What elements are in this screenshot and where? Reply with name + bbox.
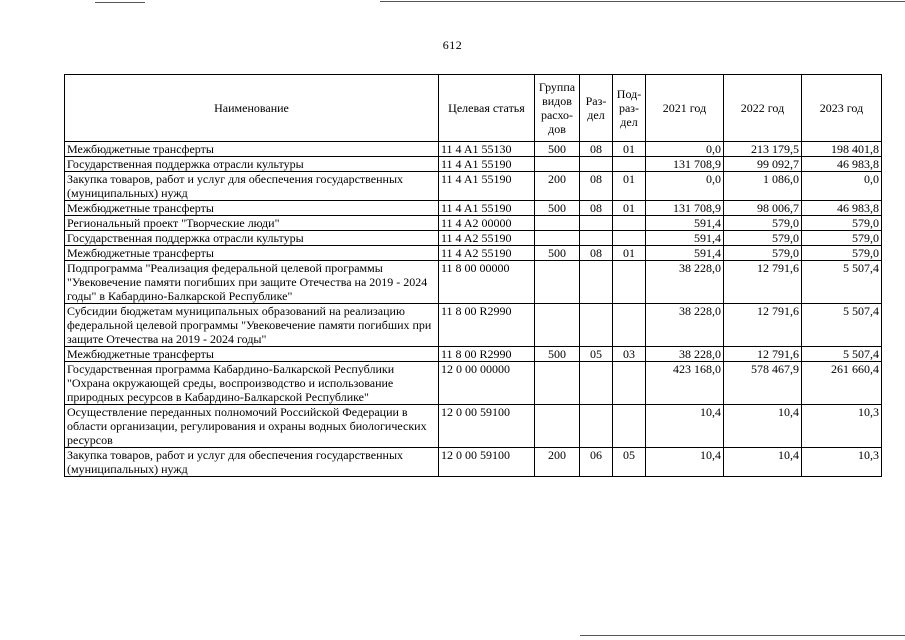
subsection-cell [613, 261, 646, 304]
table-row [65, 448, 882, 477]
group-cell [535, 216, 580, 231]
value-2023-cell: 5 507,4 [802, 347, 882, 362]
table-row [65, 261, 882, 304]
budget-table [64, 74, 882, 477]
value-2023-cell: 579,0 [802, 246, 882, 261]
value-2023-cell: 579,0 [802, 231, 882, 246]
value-2021-cell: 0,0 [646, 142, 724, 157]
name-cell: Государственная поддержка отрасли культуры [65, 157, 439, 172]
header-2022: 2022 год [724, 75, 802, 142]
header-2023: 2023 год [802, 75, 882, 142]
value-2022-cell: 578 467,9 [724, 362, 802, 405]
value-2021-cell: 591,4 [646, 246, 724, 261]
group-cell [535, 362, 580, 405]
group-cell: 500 [535, 347, 580, 362]
target-cell: 11 8 00 R2990 [439, 304, 535, 347]
section-cell: 08 [580, 246, 613, 261]
subsection-cell [613, 304, 646, 347]
section-cell [580, 362, 613, 405]
group-cell [535, 231, 580, 246]
value-2023-cell: 46 983,8 [802, 201, 882, 216]
value-2021-cell: 423 168,0 [646, 362, 724, 405]
target-cell: 11 4 A2 55190 [439, 231, 535, 246]
table-row [65, 231, 882, 246]
group-cell [535, 261, 580, 304]
group-cell [535, 405, 580, 448]
header-name: Наименование [65, 75, 439, 142]
value-2023-cell: 5 507,4 [802, 304, 882, 347]
table-header-row [65, 75, 882, 142]
section-cell [580, 157, 613, 172]
value-2022-cell: 10,4 [724, 405, 802, 448]
value-2021-cell: 10,4 [646, 448, 724, 477]
header-target: Целевая статья [439, 75, 535, 142]
name-cell: Государственная поддержка отрасли культуры [65, 231, 439, 246]
value-2021-cell: 591,4 [646, 216, 724, 231]
subsection-cell [613, 405, 646, 448]
group-cell: 500 [535, 246, 580, 261]
name-cell: Закупка товаров, работ и услуг для обеспечения государственных (муниципальных) нужд [65, 448, 439, 477]
target-cell: 12 0 00 00000 [439, 362, 535, 405]
value-2022-cell: 12 791,6 [724, 261, 802, 304]
target-cell: 12 0 00 59100 [439, 405, 535, 448]
value-2022-cell: 99 092,7 [724, 157, 802, 172]
section-cell [580, 261, 613, 304]
value-2022-cell: 12 791,6 [724, 347, 802, 362]
table-row [65, 405, 882, 448]
table-row [65, 304, 882, 347]
header-2021: 2021 год [646, 75, 724, 142]
value-2021-cell: 131 708,9 [646, 201, 724, 216]
value-2023-cell: 46 983,8 [802, 157, 882, 172]
header-subsection: Под-раз-дел [613, 75, 646, 142]
target-cell: 11 4 A1 55190 [439, 157, 535, 172]
value-2022-cell: 12 791,6 [724, 304, 802, 347]
value-2022-cell: 10,4 [724, 448, 802, 477]
table-row [65, 347, 882, 362]
group-cell [535, 157, 580, 172]
value-2021-cell: 591,4 [646, 231, 724, 246]
table-row [65, 172, 882, 201]
value-2021-cell: 10,4 [646, 405, 724, 448]
section-cell [580, 304, 613, 347]
value-2021-cell: 38 228,0 [646, 304, 724, 347]
subsection-cell [613, 362, 646, 405]
name-cell: Межбюджетные трансферты [65, 142, 439, 157]
page-number: 612 [442, 38, 463, 52]
value-2021-cell: 131 708,9 [646, 157, 724, 172]
value-2023-cell: 5 507,4 [802, 261, 882, 304]
section-cell: 08 [580, 201, 613, 216]
section-cell: 06 [580, 448, 613, 477]
table-row [65, 246, 882, 261]
name-cell: Межбюджетные трансферты [65, 201, 439, 216]
header-group: Группа видов расхо-дов [535, 75, 580, 142]
target-cell: 11 4 A2 00000 [439, 216, 535, 231]
section-cell [580, 405, 613, 448]
group-cell: 500 [535, 201, 580, 216]
name-cell: Региональный проект "Творческие люди" [65, 216, 439, 231]
group-cell: 500 [535, 142, 580, 157]
value-2021-cell: 38 228,0 [646, 261, 724, 304]
subsection-cell [613, 157, 646, 172]
table-row [65, 201, 882, 216]
table-row [65, 157, 882, 172]
scan-line-top-left [95, 2, 145, 3]
table-row [65, 216, 882, 231]
value-2022-cell: 579,0 [724, 231, 802, 246]
subsection-cell [613, 216, 646, 231]
value-2022-cell: 579,0 [724, 246, 802, 261]
target-cell: 11 8 00 00000 [439, 261, 535, 304]
value-2023-cell: 261 660,4 [802, 362, 882, 405]
value-2023-cell: 198 401,8 [802, 142, 882, 157]
section-cell: 08 [580, 142, 613, 157]
subsection-cell: 01 [613, 142, 646, 157]
name-cell: Межбюджетные трансферты [65, 246, 439, 261]
name-cell: Подпрограмма "Реализация федеральной целевой программы "Увековечение памяти погибших при защите Отечества на 2019 - 2024 годы" в Кабардино-Балкарской Республике" [65, 261, 439, 304]
target-cell: 12 0 00 59100 [439, 448, 535, 477]
name-cell: Государственная программа Кабардино-Балкарской Республики "Охрана окружающей среды, воспроизводство и использование природных ресурсов в Кабардино-Балкарской Республике" [65, 362, 439, 405]
value-2021-cell: 38 228,0 [646, 347, 724, 362]
name-cell: Субсидии бюджетам муниципальных образований на реализацию федеральной целевой программы "Увековечение памяти погибших при защите Отечества на 2019 - 2024 годы" [65, 304, 439, 347]
subsection-cell: 01 [613, 172, 646, 201]
name-cell: Закупка товаров, работ и услуг для обеспечения государственных (муниципальных) нужд [65, 172, 439, 201]
scan-line-top-right [380, 1, 905, 2]
group-cell: 200 [535, 172, 580, 201]
value-2021-cell: 0,0 [646, 172, 724, 201]
subsection-cell: 03 [613, 347, 646, 362]
target-cell: 11 4 A2 55190 [439, 246, 535, 261]
group-cell [535, 304, 580, 347]
subsection-cell: 01 [613, 246, 646, 261]
section-cell [580, 216, 613, 231]
target-cell: 11 4 A1 55130 [439, 142, 535, 157]
value-2022-cell: 579,0 [724, 216, 802, 231]
name-cell: Межбюджетные трансферты [65, 347, 439, 362]
section-cell: 05 [580, 347, 613, 362]
value-2022-cell: 1 086,0 [724, 172, 802, 201]
scan-line-bottom [580, 635, 905, 636]
target-cell: 11 4 A1 55190 [439, 172, 535, 201]
group-cell: 200 [535, 448, 580, 477]
subsection-cell [613, 231, 646, 246]
subsection-cell: 01 [613, 201, 646, 216]
table-row [65, 362, 882, 405]
header-section: Раз-дел [580, 75, 613, 142]
value-2023-cell: 0,0 [802, 172, 882, 201]
table-row [65, 142, 882, 157]
value-2022-cell: 213 179,5 [724, 142, 802, 157]
value-2023-cell: 10,3 [802, 405, 882, 448]
section-cell [580, 231, 613, 246]
target-cell: 11 4 A1 55190 [439, 201, 535, 216]
subsection-cell: 05 [613, 448, 646, 477]
section-cell: 08 [580, 172, 613, 201]
table-body [65, 142, 882, 477]
value-2022-cell: 98 006,7 [724, 201, 802, 216]
value-2023-cell: 579,0 [802, 216, 882, 231]
value-2023-cell: 10,3 [802, 448, 882, 477]
name-cell: Осуществление переданных полномочий Российской Федерации в области организации, регулирования и охраны водных биологических ресурсов [65, 405, 439, 448]
target-cell: 11 8 00 R2990 [439, 347, 535, 362]
